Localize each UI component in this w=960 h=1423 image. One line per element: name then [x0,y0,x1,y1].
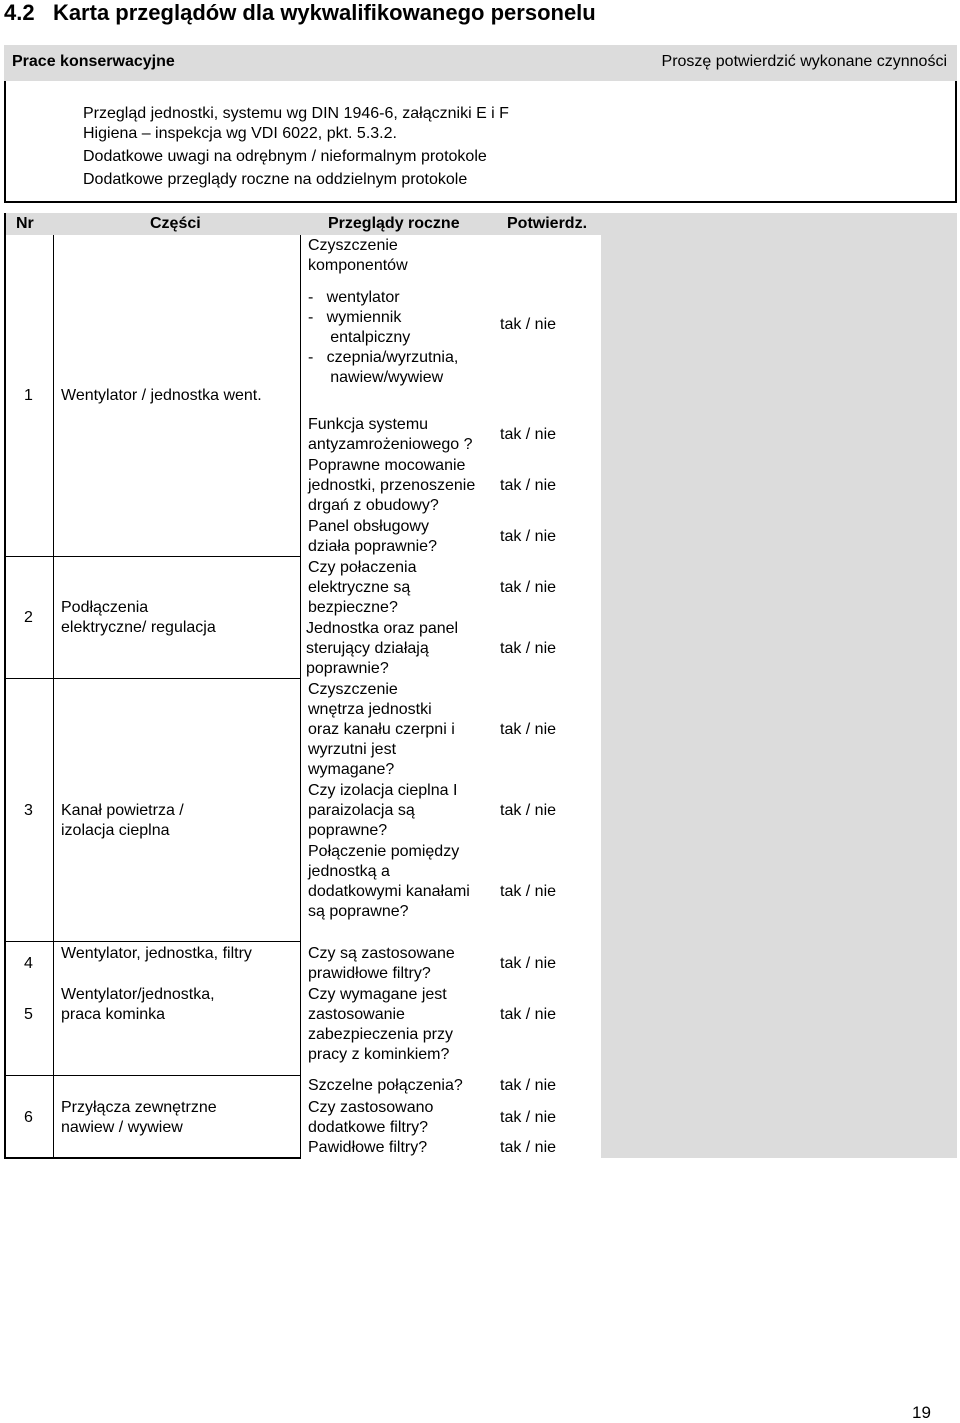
check-text: Czy połaczenia [308,559,417,576]
row-part: elektryczne/ regulacja [61,619,216,636]
row-divider [4,941,301,942]
check-text: zabezpieczenia przy [308,1026,453,1043]
check-text: dodatkowe filtry? [308,1119,429,1136]
check-text: sterujący działają [306,640,429,657]
check-text: Szczelne połączenia? [308,1077,463,1094]
header-parts: Części [150,215,201,232]
check-text: poprawnie? [306,660,389,677]
table-bottom-border [4,1157,301,1159]
check-text: bezpieczne? [308,599,398,616]
check-text: wymagane? [308,761,395,778]
check-text: wyrzutni jest [308,741,397,758]
header-confirm: Potwierdz. [507,215,588,232]
row-part: nawiew / wywiew [61,1119,183,1136]
answer-yes-no[interactable]: tak / nie [500,955,557,972]
row-nr: 1 [24,387,33,404]
check-text: nawiew/wywiew [308,369,444,386]
check-text: Czy wymagane jest [308,986,447,1003]
row-nr: 4 [24,955,33,972]
row-nr: 2 [24,609,33,626]
row-nr: 5 [24,1006,33,1023]
check-text: Czy są zastosowane [308,945,455,962]
answer-yes-no[interactable]: tak / nie [500,316,557,333]
check-text: zastosowanie [308,1006,405,1023]
answer-yes-no[interactable]: tak / nie [500,721,557,738]
answer-yes-no[interactable]: tak / nie [500,579,557,596]
check-text: wnętrza jednostki [308,701,432,718]
row-part: Wentylator/jednostka, [61,986,215,1003]
row-divider [4,678,301,679]
check-text: prawidłowe filtry? [308,965,431,982]
row-part: Wentylator / jednostka went. [61,387,262,404]
section-number: 4.2 [4,0,35,25]
header-annual: Przeglądy roczne [328,215,460,232]
check-text: entalpiczny [308,329,411,346]
row-part: Kanał powietrza / [61,802,184,819]
year-columns-shade [601,235,957,1158]
section-title: Karta przeglądów dla wykwalifikowanego personelu [52,0,596,25]
answer-yes-no[interactable]: tak / nie [500,802,557,819]
row-nr: 6 [24,1109,33,1126]
row-divider [4,556,301,557]
band-right-label: Proszę potwierdzić wykonane czynności [661,53,947,70]
check-text: Pawidłowe filtry? [308,1139,428,1156]
row-part: Wentylator, jednostka, filtry [61,945,252,962]
row-nr: 3 [24,802,33,819]
row-part: Podłączenia [61,599,149,616]
check-text: Czy izolacja cieplna I [308,782,458,799]
check-text: pracy z kominkiem? [308,1046,450,1063]
notes-box [4,81,957,203]
row-part: izolacja cieplna [61,822,170,839]
answer-yes-no[interactable]: tak / nie [500,640,557,657]
check-text: Jednostka oraz panel [306,620,459,637]
check-text: Poprawne mocowanie [308,457,466,474]
year-columns-shade-top [601,213,957,235]
check-text: Czyszczenie [308,237,398,254]
answer-yes-no[interactable]: tak / nie [500,426,557,443]
check-text: Panel obsługowy [308,518,429,535]
page-title [4,0,596,26]
answer-yes-no[interactable]: tak / nie [500,883,557,900]
answer-yes-no[interactable]: tak / nie [500,1077,557,1094]
row-divider [4,1075,301,1076]
note-line: Dodatkowe przeglądy roczne na oddzielnym protokole [83,171,468,188]
row-part: praca kominka [61,1006,166,1023]
check-text: jednostką a [308,863,390,880]
check-text: oraz kanału czerpni i [308,721,455,738]
check-text: Funkcja systemu [308,416,429,433]
check-text: jednostki, przenoszenie [308,477,476,494]
note-line: Przegląd jednostki, systemu wg DIN 1946-6, załączniki E i F [83,105,509,122]
answer-yes-no[interactable]: tak / nie [500,1006,557,1023]
answer-yes-no[interactable]: tak / nie [500,477,557,494]
table-left-border [4,213,6,1159]
answer-yes-no[interactable]: tak / nie [500,1139,557,1156]
check-text: Czyszczenie [308,681,398,698]
row-part: Przyłącza zewnętrzne [61,1099,217,1116]
answer-yes-no[interactable]: tak / nie [500,1109,557,1126]
check-text: poprawne? [308,822,388,839]
maintenance-band [4,45,957,81]
check-text: drgań z obudowy? [308,497,439,514]
check-text: działa poprawnie? [308,538,437,555]
check-text: antyzamrożeniowego ? [308,436,473,453]
check-text: - wymiennik [308,309,402,326]
parts-column-divider [300,235,301,1159]
header-nr: Nr [16,215,34,232]
check-text: dodatkowymi kanałami [308,883,470,900]
check-text: - wentylator [308,289,400,306]
check-text: Połączenie pomiędzy [308,843,460,860]
note-line: Dodatkowe uwagi na odrębnym / nieformalnym protokole [83,148,487,165]
note-line: Higiena – inspekcja wg VDI 6022, pkt. 5.3.2. [83,125,397,142]
check-text: Czy zastosowano [308,1099,434,1116]
page-number: 19 [912,1403,931,1422]
check-text: paraizolacja są [308,802,415,819]
band-left-label: Prace konserwacyjne [12,53,175,70]
check-text: są poprawne? [308,903,409,920]
nr-column-divider [53,235,54,1159]
check-text: komponentów [308,257,408,274]
answer-yes-no[interactable]: tak / nie [500,528,557,545]
check-text: - czepnia/wyrzutnia, [308,349,459,366]
check-text: elektryczne są [308,579,411,596]
